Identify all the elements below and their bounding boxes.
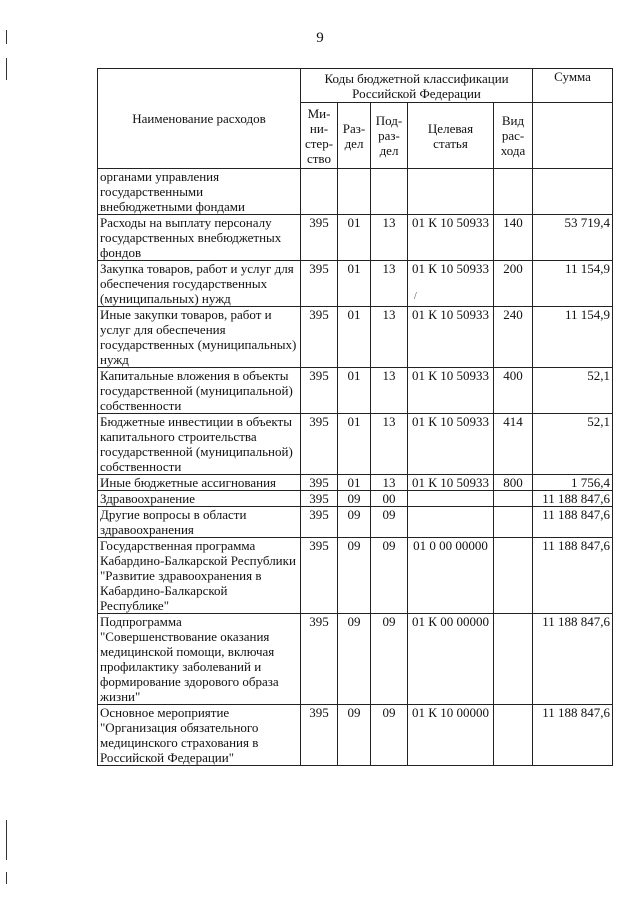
cell-target: 01 К 10 50933 — [408, 307, 494, 368]
cell-subsection: 13 — [371, 414, 408, 475]
cell-sum: 1 756,4 — [533, 475, 613, 491]
scan-margin-mark — [6, 58, 7, 80]
cell-subsection: 13 — [371, 475, 408, 491]
cell-name: Расходы на выплату персоналу государственных внебюджетных фондов — [98, 215, 301, 261]
table-header — [98, 69, 613, 169]
cell-ministry: 395 — [301, 507, 338, 538]
cell-type — [494, 491, 533, 507]
cell-sum: 11 188 847,6 — [533, 705, 613, 766]
cell-sum: 52,1 — [533, 368, 613, 414]
cell-name: органами управления государственными внебюджетными фондами — [98, 169, 301, 215]
cell-target: 01 К 10 50933 — [408, 475, 494, 491]
table-row — [98, 414, 613, 475]
cell-sum: 52,1 — [533, 414, 613, 475]
cell-name: Закупка товаров, работ и услуг для обеспечения государственных (муниципальных) нужд — [98, 261, 301, 307]
scan-margin-mark — [6, 872, 7, 884]
cell-type: 414 — [494, 414, 533, 475]
cell-sum: 53 719,4 — [533, 215, 613, 261]
cell-name: Иные бюджетные ассигнования — [98, 475, 301, 491]
cell-name: Другие вопросы в области здравоохранения — [98, 507, 301, 538]
cell-subsection — [371, 169, 408, 215]
cell-ministry: 395 — [301, 491, 338, 507]
cell-section: 09 — [338, 507, 371, 538]
table-row — [98, 491, 613, 507]
table-row — [98, 475, 613, 491]
cell-ministry: 395 — [301, 538, 338, 614]
table-row — [98, 307, 613, 368]
header-target: Целевая статья — [408, 103, 494, 169]
budget-table — [97, 68, 613, 766]
cell-section — [338, 169, 371, 215]
header-codes-group: Коды бюджетной классификации Российской Федерации — [301, 69, 533, 103]
cell-section: 01 — [338, 215, 371, 261]
cell-name: Основное мероприятие "Организация обязательного медицинского страхования в Российской Федерации" — [98, 705, 301, 766]
cell-section: 01 — [338, 414, 371, 475]
cell-target — [408, 261, 494, 307]
cell-section: 09 — [338, 538, 371, 614]
cell-ministry: 395 — [301, 307, 338, 368]
cell-subsection: 13 — [371, 215, 408, 261]
cell-sum: 11 188 847,6 — [533, 538, 613, 614]
cell-type — [494, 705, 533, 766]
cell-subsection: 09 — [371, 614, 408, 705]
cell-target: 01 К 10 50933 — [408, 368, 494, 414]
cell-type: 200 — [494, 261, 533, 307]
cell-target: 01 К 10 00000 — [408, 705, 494, 766]
cell-target: 01 0 00 00000 — [408, 538, 494, 614]
cell-sum: 11 154,9 — [533, 261, 613, 307]
header-subsection: Под- раз- дел — [371, 103, 408, 169]
header-sum-col: Сумма — [533, 69, 613, 103]
cell-type: 140 — [494, 215, 533, 261]
cell-ministry: 395 — [301, 705, 338, 766]
table-row — [98, 368, 613, 414]
cell-sum: 11 188 847,6 — [533, 614, 613, 705]
header-sum-empty — [533, 103, 613, 169]
cell-type: 400 — [494, 368, 533, 414]
cell-sum: 11 154,9 — [533, 307, 613, 368]
page-number: 9 — [316, 30, 324, 46]
table-row — [98, 538, 613, 614]
cell-ministry — [301, 169, 338, 215]
table-row — [98, 261, 613, 307]
cell-type: 800 — [494, 475, 533, 491]
header-section: Раз- дел — [338, 103, 371, 169]
cell-target-text: 01 К 10 50933 — [412, 261, 489, 276]
cell-section: 01 — [338, 261, 371, 307]
cell-target: 01 К 10 50933 — [408, 414, 494, 475]
header-expense-type: Вид рас- хода — [494, 103, 533, 169]
cell-subsection: 13 — [371, 261, 408, 307]
cell-subsection: 09 — [371, 705, 408, 766]
cell-subsection: 13 — [371, 307, 408, 368]
cell-section: 09 — [338, 705, 371, 766]
cell-section: 01 — [338, 368, 371, 414]
cell-subsection: 09 — [371, 538, 408, 614]
table-row — [98, 215, 613, 261]
cell-ministry: 395 — [301, 414, 338, 475]
cell-ministry: 395 — [301, 475, 338, 491]
cell-target — [408, 491, 494, 507]
cell-type — [494, 169, 533, 215]
cell-sum: 11 188 847,6 — [533, 491, 613, 507]
cell-ministry: 395 — [301, 215, 338, 261]
cell-target — [408, 507, 494, 538]
cell-name: Государственная программа Кабардино-Балкарской Республики "Развитие здравоохранения в Кабардино-Балкарской Республике" — [98, 538, 301, 614]
cell-target: 01 К 10 50933 — [408, 215, 494, 261]
table-row — [98, 705, 613, 766]
cell-section: 01 — [338, 475, 371, 491]
cell-name: Капитальные вложения в объекты государственной (муниципальной) собственности — [98, 368, 301, 414]
cell-type — [494, 507, 533, 538]
header-ministry: Ми- ни- стер- ство — [301, 103, 338, 169]
cell-type — [494, 614, 533, 705]
cell-subsection: 09 — [371, 507, 408, 538]
cell-type: 240 — [494, 307, 533, 368]
cell-name: Здравоохранение — [98, 491, 301, 507]
cell-sum — [533, 169, 613, 215]
cell-section: 01 — [338, 307, 371, 368]
table-row — [98, 169, 613, 215]
cell-target — [408, 169, 494, 215]
cell-type — [494, 538, 533, 614]
cell-name: Подпрограмма "Совершенствование оказания медицинской помощи, включая профилактику заболеваний и формирование здорового образа жизни" — [98, 614, 301, 705]
table-row — [98, 614, 613, 705]
cell-ministry: 395 — [301, 368, 338, 414]
cell-subsection: 13 — [371, 368, 408, 414]
cell-target: 01 К 00 00000 — [408, 614, 494, 705]
cell-ministry: 395 — [301, 614, 338, 705]
cell-name: Иные закупки товаров, работ и услуг для обеспечения государственных (муниципальных) нужд — [98, 307, 301, 368]
scan-margin-mark — [6, 820, 7, 860]
header-name-col: Наименование расходов — [98, 69, 301, 169]
table-row — [98, 507, 613, 538]
cell-section: 09 — [338, 614, 371, 705]
stray-pen-mark: / — [414, 291, 417, 302]
cell-section: 09 — [338, 491, 371, 507]
cell-subsection: 00 — [371, 491, 408, 507]
cell-name: Бюджетные инвестиции в объекты капитального строительства государственной (муниципальной) собственности — [98, 414, 301, 475]
cell-sum: 11 188 847,6 — [533, 507, 613, 538]
cell-ministry: 395 — [301, 261, 338, 307]
